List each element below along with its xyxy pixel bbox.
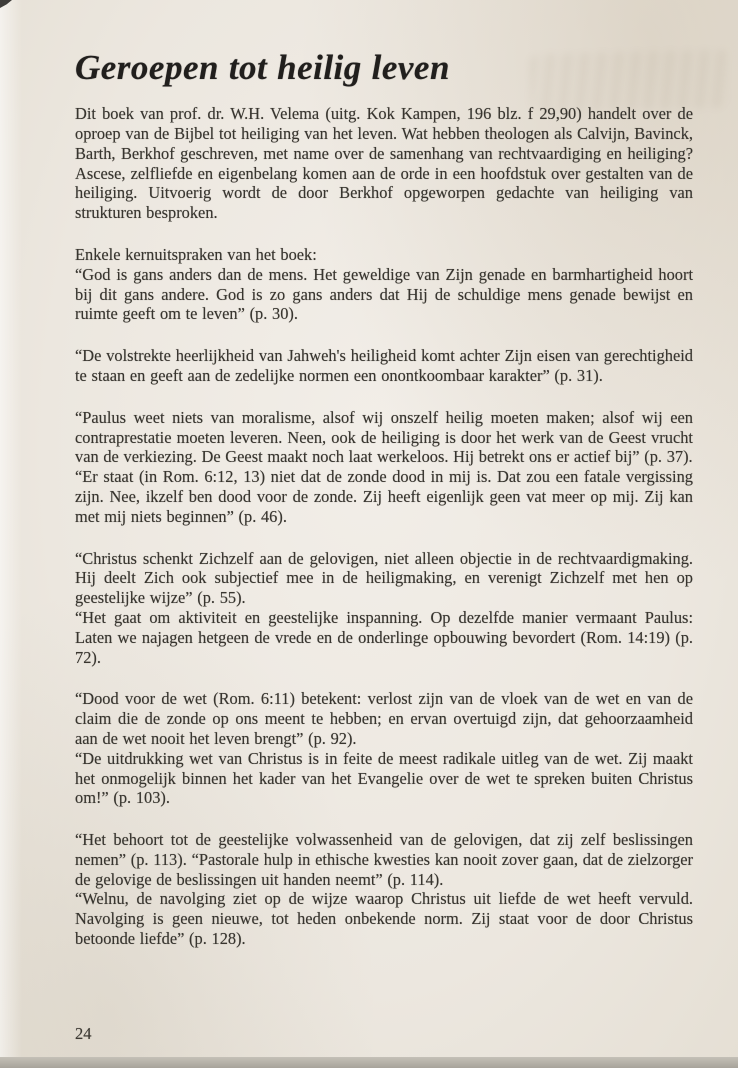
quote-block-p55-p72	[75, 549, 693, 668]
intro-block	[75, 104, 693, 223]
paragraph: “Het gaat om aktiviteit en geestelijke inspanning. Op dezelfde manier vermaant Paulus: Laten we najagen hetgeen de vrede en de onderlinge opbouwing bevordert (Rom. 14:19) (p. 72).	[75, 607, 693, 667]
paragraph: Dit boek van prof. dr. W.H. Velema (uitg. Kok Kampen, 196 blz. f 29,90) handelt over de oproep van de Bijbel tot heiliging van het leven. Wat hebben theologen als Calvijn, Bavinck, Barth, Berkhof geschreven, met name over de samenhang van rechtvaardiging en heiliging? Ascese, zelfliefde en eigenbelang komen aan de orde in een hoofdstuk over gestalten van de heiliging. Uitvoerig wordt de door Berkhof opgeworpen gedachte van heiliging van strukturen besproken.	[75, 104, 693, 223]
paragraph: Enkele kernuitspraken van het boek:	[75, 244, 317, 264]
paragraph: “Christus schenkt Zichzelf aan de gelovigen, niet alleen objectie in de rechtvaardigmaking. Hij deelt Zich ook subjectief mee in de heiligmaking, en verenigt Zichzelf met hen op geestelijke wijze” (p. 55).	[75, 548, 693, 608]
paragraph: “Er staat (in Rom. 6:12, 13) niet dat de zonde dood in mij is. Dat zou een fatale vergissing zijn. Nee, ikzelf ben dood voor de zonde. Zij heeft eigenlijk geen vat meer op mij. Zij kan met mij niets beginnen” (p. 46).	[75, 467, 693, 526]
scan-bottom-edge	[0, 1057, 738, 1068]
paragraph: “Welnu, de navolging ziet op de wijze waarop Christus uit liefde de wet heeft vervuld. Navolging is geen nieuwe, tot heden onbekende norm. Zij staat voor de door Christus betoonde liefde” (p. 128).	[75, 889, 693, 949]
paragraph: “Paulus weet niets van moralisme, alsof wij onszelf heilig moeten maken; alsof wij een contraprestatie moeten leveren. Neen, ook de heiliging is door het werk van de Geest vrucht van de verkiezing. De Geest maakt noch laat werkeloos. Hij betrekt ons er actief bij” (p. 37).	[75, 407, 693, 467]
paragraph: “Het behoort tot de geestelijke volwassenheid van de gelovigen, dat zij zelf beslissingen nemen” (p. 113). “Pastorale hulp in ethische kwesties kan nooit zover gaan, dat de zielzorger de gelovige de beslissingen uit handen neemt” (p. 114).	[75, 830, 693, 889]
quote-block-p31	[75, 346, 693, 386]
paragraph: “De uitdrukking wet van Christus is in feite de meest radikale uitleg van de wet. Zij maakt het onmogelijk binnen het kader van het Evangelie over de wet te spreken buiten Christus om!” (p. 103).	[75, 748, 693, 808]
page-number: 24	[75, 1024, 92, 1043]
paragraph: “Dood voor de wet (Rom. 6:11) betekent: verlost zijn van de vloek van de wet en van de claim die de zonde op ons meent te hebben; en ervan overtuigd zijn, dat gehoorzaamheid aan de wet nooit het leven brengt” (p. 92).	[75, 689, 693, 748]
quote-block-p30	[75, 245, 693, 324]
quote-block-p92-p103	[75, 689, 693, 808]
quote-block-p37-p46	[75, 408, 693, 527]
paragraph: “God is gans anders dan de mens. Het geweldige van Zijn genade en barmhartigheid hoort bij dit gans andere. God is zo gans anders dat Hij de schuldige mens genade bewijst en ruimte geeft om te leven” (p. 30).	[75, 264, 693, 324]
page-title: Geroepen tot heilig leven	[75, 48, 450, 87]
quote-block-p113-p128	[75, 830, 693, 949]
page-content	[75, 48, 693, 971]
scan-corner-artifact	[0, 0, 12, 8]
paragraph: “De volstrekte heerlijkheid van Jahweh's heiligheid komt achter Zijn eisen van gerechtigheid te staan en geeft aan de zedelijke normen een onontkoombaar karakter” (p. 31).	[75, 346, 693, 385]
